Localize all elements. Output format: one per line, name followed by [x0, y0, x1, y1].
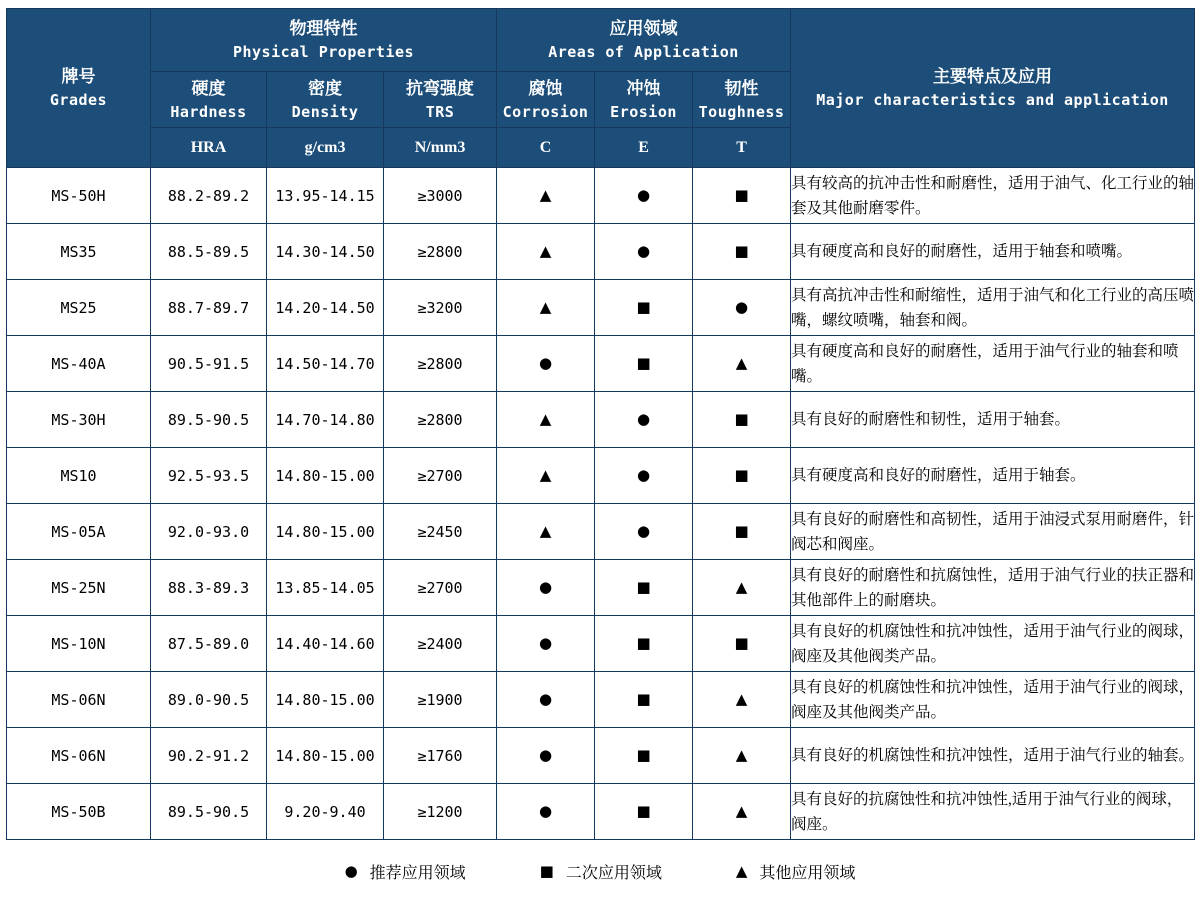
cell-density: 13.85-14.05 — [267, 560, 384, 616]
header-grades — [7, 9, 151, 168]
cell-toughness — [693, 392, 791, 448]
table-row — [7, 448, 1195, 504]
cell-corrosion — [497, 784, 595, 840]
cell-corrosion — [497, 392, 595, 448]
header-areas-of-application-en: Areas of Application — [548, 43, 739, 61]
header-physical-properties-cn: 物理特性 — [289, 19, 358, 38]
cell-grade: MS-50B — [7, 784, 151, 840]
cell-grade: MS-05A — [7, 504, 151, 560]
cell-erosion — [595, 728, 693, 784]
header-hardness — [151, 72, 267, 128]
cell-erosion — [595, 392, 693, 448]
legend-label-secondary: 二次应用领域 — [565, 864, 662, 882]
cell-description: 具有良好的耐磨性和韧性，适用于轴套。 — [791, 392, 1195, 448]
cell-corrosion — [497, 504, 595, 560]
toughness-symbol: ▲ — [735, 801, 748, 820]
toughness-symbol: ▲ — [735, 689, 748, 708]
toughness-symbol: ■ — [734, 185, 749, 204]
cell-trs: ≥2450 — [384, 504, 497, 560]
header-trs-cn: 抗弯强度 — [406, 78, 475, 98]
header-grades-cn: 牌号 — [61, 67, 96, 86]
cell-erosion — [595, 616, 693, 672]
cell-grade: MS-06N — [7, 672, 151, 728]
header-trs-unit: N/mm3 — [384, 128, 497, 168]
cell-toughness — [693, 280, 791, 336]
toughness-symbol: ▲ — [735, 353, 748, 372]
header-trs-en: TRS — [425, 102, 455, 121]
corrosion-symbol: ▲ — [539, 409, 552, 428]
cell-grade: MS10 — [7, 448, 151, 504]
cell-description: 具有良好的耐磨性和抗腐蚀性，适用于油气行业的扶正器和其他部件上的耐磨块。 — [791, 560, 1195, 616]
table-row — [7, 336, 1195, 392]
erosion-symbol: ● — [636, 185, 651, 204]
header-density-unit: g/cm3 — [267, 128, 384, 168]
cell-erosion — [595, 504, 693, 560]
corrosion-symbol: ● — [538, 801, 553, 820]
toughness-symbol: ▲ — [735, 577, 748, 596]
cell-hardness: 87.5-89.0 — [151, 616, 267, 672]
cell-toughness — [693, 728, 791, 784]
toughness-symbol: ■ — [734, 409, 749, 428]
cell-grade: MS25 — [7, 280, 151, 336]
cell-corrosion — [497, 616, 595, 672]
corrosion-symbol: ▲ — [539, 297, 552, 316]
cell-toughness — [693, 224, 791, 280]
cell-corrosion — [497, 560, 595, 616]
header-areas-of-application — [497, 9, 791, 72]
header-trs — [384, 72, 497, 128]
table-row — [7, 168, 1195, 224]
corrosion-symbol: ▲ — [539, 521, 552, 540]
cell-toughness — [693, 784, 791, 840]
cell-toughness — [693, 448, 791, 504]
header-corrosion-unit: C — [497, 128, 595, 168]
cell-corrosion — [497, 672, 595, 728]
cell-description: 具有良好的机腐蚀性和抗冲蚀性，适用于油气行业的轴套。 — [791, 728, 1195, 784]
cell-erosion — [595, 560, 693, 616]
corrosion-symbol: ● — [538, 577, 553, 596]
erosion-symbol: ● — [636, 409, 651, 428]
cell-grade: MS-10N — [7, 616, 151, 672]
cell-trs: ≥2700 — [384, 448, 497, 504]
cell-grade: MS-06N — [7, 728, 151, 784]
erosion-symbol: ● — [636, 521, 651, 540]
legend-item-other — [736, 860, 856, 883]
cell-trs: ≥1760 — [384, 728, 497, 784]
corrosion-symbol: ● — [538, 353, 553, 372]
cell-erosion — [595, 336, 693, 392]
header-grades-en: Grades — [49, 91, 108, 109]
header-major-characteristics — [791, 9, 1195, 168]
cell-grade: MS-25N — [7, 560, 151, 616]
cell-erosion — [595, 784, 693, 840]
erosion-symbol: ● — [636, 241, 651, 260]
legend-label-recommended: 推荐应用领域 — [369, 864, 466, 882]
cell-hardness: 88.5-89.5 — [151, 224, 267, 280]
cell-hardness: 90.5-91.5 — [151, 336, 267, 392]
cell-density: 14.20-14.50 — [267, 280, 384, 336]
header-toughness-cn: 韧性 — [724, 78, 759, 98]
cell-hardness: 89.5-90.5 — [151, 392, 267, 448]
legend-item-recommended — [345, 860, 466, 883]
cell-description: 具有硬度高和良好的耐磨性，适用于轴套。 — [791, 448, 1195, 504]
header-hardness-unit: HRA — [151, 128, 267, 168]
cell-description: 具有硬度高和良好的耐磨性，适用于轴套和喷嘴。 — [791, 224, 1195, 280]
table-row — [7, 280, 1195, 336]
cell-grade: MS-30H — [7, 392, 151, 448]
cell-description: 具有高抗冲击性和耐缩性，适用于油气和化工行业的高压喷嘴，螺纹喷嘴，轴套和阀。 — [791, 280, 1195, 336]
cell-density: 14.80-15.00 — [267, 448, 384, 504]
cell-density: 13.95-14.15 — [267, 168, 384, 224]
cell-description: 具有较高的抗冲击性和耐磨性，适用于油气、化工行业的轴套及其他耐磨零件。 — [791, 168, 1195, 224]
grades-specification-table — [6, 8, 1195, 840]
cell-toughness — [693, 504, 791, 560]
cell-description: 具有良好的耐磨性和高韧性，适用于油浸式泵用耐磨件，针阀芯和阀座。 — [791, 504, 1195, 560]
cell-density: 14.40-14.60 — [267, 616, 384, 672]
cell-trs: ≥1900 — [384, 672, 497, 728]
cell-hardness: 89.5-90.5 — [151, 784, 267, 840]
circle-icon: ● — [344, 862, 358, 880]
cell-trs: ≥1200 — [384, 784, 497, 840]
table-body — [7, 168, 1195, 840]
header-hardness-en: Hardness — [170, 102, 247, 121]
cell-trs: ≥3000 — [384, 168, 497, 224]
erosion-symbol: ■ — [636, 297, 651, 316]
cell-density: 14.50-14.70 — [267, 336, 384, 392]
cell-hardness: 88.2-89.2 — [151, 168, 267, 224]
table-row — [7, 728, 1195, 784]
erosion-symbol: ● — [636, 465, 651, 484]
corrosion-symbol: ● — [538, 745, 553, 764]
header-toughness — [693, 72, 791, 128]
header-corrosion-cn: 腐蚀 — [528, 78, 563, 98]
cell-density: 14.30-14.50 — [267, 224, 384, 280]
cell-trs: ≥3200 — [384, 280, 497, 336]
table-row — [7, 560, 1195, 616]
cell-erosion — [595, 224, 693, 280]
cell-hardness: 92.5-93.5 — [151, 448, 267, 504]
cell-density: 14.80-15.00 — [267, 672, 384, 728]
legend-item-secondary — [540, 860, 662, 883]
cell-grade: MS35 — [7, 224, 151, 280]
cell-toughness — [693, 336, 791, 392]
header-erosion-en: Erosion — [610, 102, 677, 121]
cell-hardness: 88.7-89.7 — [151, 280, 267, 336]
header-corrosion-en: Corrosion — [502, 102, 589, 121]
table-row — [7, 224, 1195, 280]
cell-density: 14.80-15.00 — [267, 728, 384, 784]
cell-description: 具有良好的抗腐蚀性和抗冲蚀性,适用于油气行业的阀球，阀座。 — [791, 784, 1195, 840]
cell-hardness: 89.0-90.5 — [151, 672, 267, 728]
header-density-en: Density — [291, 102, 359, 121]
legend — [6, 840, 1194, 902]
cell-density: 14.80-15.00 — [267, 504, 384, 560]
table-row — [7, 672, 1195, 728]
header-density — [267, 72, 384, 128]
header-hardness-cn: 硬度 — [191, 78, 226, 98]
cell-toughness — [693, 616, 791, 672]
cell-toughness — [693, 560, 791, 616]
erosion-symbol: ■ — [636, 633, 651, 652]
cell-description: 具有硬度高和良好的耐磨性，适用于油气行业的轴套和喷嘴。 — [791, 336, 1195, 392]
cell-trs: ≥2800 — [384, 392, 497, 448]
table-header — [7, 9, 1195, 168]
table-row — [7, 784, 1195, 840]
header-erosion — [595, 72, 693, 128]
cell-trs: ≥2800 — [384, 336, 497, 392]
header-toughness-unit: T — [693, 128, 791, 168]
header-erosion-cn: 冲蚀 — [626, 78, 661, 98]
cell-toughness — [693, 168, 791, 224]
header-toughness-en: Toughness — [698, 102, 785, 121]
cell-erosion — [595, 280, 693, 336]
toughness-symbol: ● — [734, 297, 749, 316]
cell-erosion — [595, 168, 693, 224]
cell-erosion — [595, 672, 693, 728]
cell-corrosion — [497, 280, 595, 336]
cell-hardness: 92.0-93.0 — [151, 504, 267, 560]
cell-corrosion — [497, 728, 595, 784]
cell-corrosion — [497, 448, 595, 504]
cell-corrosion — [497, 336, 595, 392]
cell-grade: MS-50H — [7, 168, 151, 224]
toughness-symbol: ■ — [734, 633, 749, 652]
toughness-symbol: ■ — [734, 241, 749, 260]
cell-hardness: 88.3-89.3 — [151, 560, 267, 616]
cell-trs: ≥2800 — [384, 224, 497, 280]
erosion-symbol: ■ — [636, 801, 651, 820]
erosion-symbol: ■ — [636, 577, 651, 596]
header-erosion-unit: E — [595, 128, 693, 168]
cell-trs: ≥2400 — [384, 616, 497, 672]
corrosion-symbol: ▲ — [539, 185, 552, 204]
cell-density: 14.70-14.80 — [267, 392, 384, 448]
cell-density: 9.20-9.40 — [267, 784, 384, 840]
header-major-characteristics-en: Major characteristics and application — [816, 91, 1169, 109]
toughness-symbol: ▲ — [735, 745, 748, 764]
table-row — [7, 616, 1195, 672]
cell-toughness — [693, 672, 791, 728]
corrosion-symbol: ● — [538, 633, 553, 652]
erosion-symbol: ■ — [636, 745, 651, 764]
toughness-symbol: ■ — [734, 465, 749, 484]
erosion-symbol: ■ — [636, 689, 651, 708]
header-corrosion — [497, 72, 595, 128]
cell-grade: MS-40A — [7, 336, 151, 392]
table-row — [7, 392, 1195, 448]
legend-label-other: 其他应用领域 — [759, 864, 856, 882]
cell-hardness: 90.2-91.2 — [151, 728, 267, 784]
corrosion-symbol: ● — [538, 689, 553, 708]
triangle-icon: ▲ — [735, 862, 748, 880]
cell-description: 具有良好的机腐蚀性和抗冲蚀性，适用于油气行业的阀球，阀座及其他阀类产品。 — [791, 672, 1195, 728]
cell-corrosion — [497, 224, 595, 280]
header-density-cn: 密度 — [308, 78, 342, 98]
cell-trs: ≥2700 — [384, 560, 497, 616]
square-icon: ■ — [539, 862, 554, 880]
cell-corrosion — [497, 168, 595, 224]
header-areas-of-application-cn: 应用领域 — [609, 19, 678, 38]
header-physical-properties — [151, 9, 497, 72]
corrosion-symbol: ▲ — [539, 465, 552, 484]
corrosion-symbol: ▲ — [539, 241, 552, 260]
toughness-symbol: ■ — [734, 521, 749, 540]
header-physical-properties-en: Physical Properties — [232, 43, 415, 61]
header-major-characteristics-cn: 主要特点及应用 — [933, 67, 1053, 86]
cell-erosion — [595, 448, 693, 504]
cell-description: 具有良好的机腐蚀性和抗冲蚀性，适用于油气行业的阀球，阀座及其他阀类产品。 — [791, 616, 1195, 672]
table-row — [7, 504, 1195, 560]
erosion-symbol: ■ — [636, 353, 651, 372]
